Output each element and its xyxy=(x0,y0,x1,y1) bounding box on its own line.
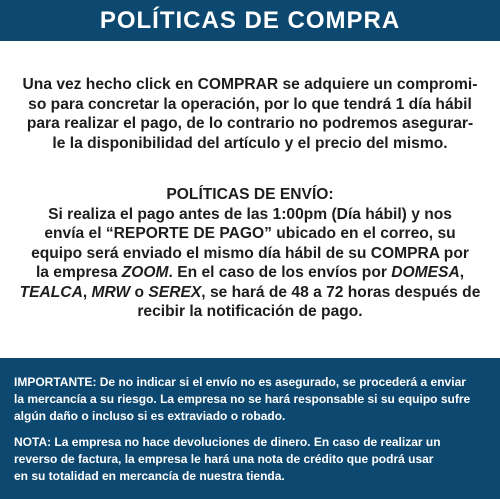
envio-line xyxy=(12,263,488,283)
nota-line: en su totalidad en mercancía de nuestra tienda. xyxy=(14,469,285,484)
footer-banner xyxy=(0,358,500,499)
carrier-mrw: MRW xyxy=(91,283,131,301)
carrier-zoom: ZOOM xyxy=(121,264,169,281)
envio-line: envía el “REPORTE DE PAGO” ubicado en el correo, su xyxy=(44,225,456,242)
text-segment: , xyxy=(82,283,92,301)
intro-line: para realizar el pago, de lo contrario no podremos asegurar- xyxy=(26,115,474,132)
page-title: POLÍTICAS DE COMPRA xyxy=(99,6,401,34)
nota-line: reverso de factura, la empresa le hará una nota de crédito que podrá usar xyxy=(14,452,434,467)
carrier-domesa: DOMESA xyxy=(391,264,460,281)
intro-line: Una vez hecho click en COMPRAR se adquiere un compromi- xyxy=(22,76,478,93)
envio-paragraph xyxy=(12,185,488,322)
envio-line xyxy=(12,283,488,303)
text-segment: , xyxy=(459,264,465,281)
nota-line: NOTA: La empresa no hace devoluciones de dinero. En caso de realizar un xyxy=(14,435,441,449)
intro-line: le la disponibilidad del artículo y el precio del mismo. xyxy=(52,134,448,152)
text-segment: , se hará de 48 a 72 horas después de xyxy=(201,283,481,301)
intro-paragraph xyxy=(12,75,488,153)
envio-title: POLÍTICAS DE ENVÍO: xyxy=(166,186,334,203)
text-segment: o xyxy=(130,283,149,301)
text-segment: la empresa xyxy=(35,264,122,281)
header-banner xyxy=(0,0,500,41)
carrier-tealca: TEALCA xyxy=(19,283,83,301)
importante-note xyxy=(14,374,494,426)
importante-line: IMPORTANTE: De no indicar si el envío no es asegurado, se procederá a enviar xyxy=(14,375,466,389)
importante-line: algún daño o incluso si es extraviado o robado. xyxy=(14,409,286,424)
importante-line: la mercancía a su riesgo. La empresa no se hará responsable si su equipo sufre xyxy=(14,392,471,407)
main-content xyxy=(0,41,500,358)
intro-line: so para concretar la operación, por lo que tendrá 1 día hábil xyxy=(28,95,472,113)
nota-note xyxy=(14,434,494,486)
text-segment: . En el caso de los envíos por xyxy=(168,264,392,281)
envio-line: Si realiza el pago antes de las 1:00pm (Día hábil) y nos xyxy=(48,205,452,223)
carrier-serex: SEREX xyxy=(148,283,202,301)
envio-line: equipo será enviado el mismo día hábil de su COMPRA por xyxy=(31,244,469,262)
envio-line: recibir la notificación de pago. xyxy=(137,303,363,320)
